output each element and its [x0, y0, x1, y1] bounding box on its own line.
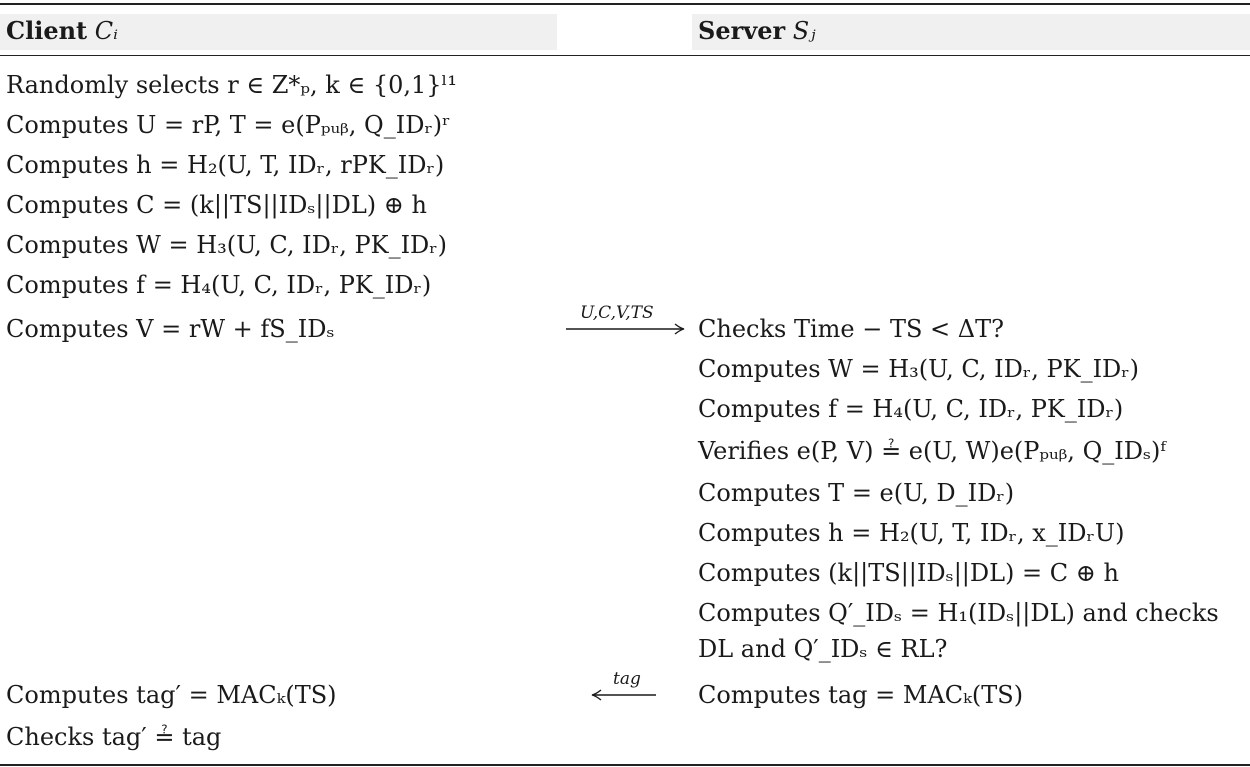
left-arrow-icon [560, 666, 690, 700]
server-column-header [698, 16, 816, 46]
server-step-8: Computes Q′_IDₛ = H₁(IDₛ||DL) and checks [698, 599, 1219, 627]
server-step-6: Computes h = H₂(U, T, IDᵣ, x_IDᵣU) [698, 519, 1125, 547]
table-top-rule [0, 3, 1250, 5]
client-header-label: Client [6, 16, 88, 45]
client-step-5: Computes W = H₃(U, C, IDᵣ, PK_IDᵣ) [6, 231, 447, 259]
client-step-9: Checks tag′ ≟ tag [6, 723, 222, 751]
message-label-to-client: tag [613, 669, 641, 689]
message-label-to-server: U,C,V,TS [580, 303, 654, 323]
server-step-5: Computes T = e(U, D_IDᵣ) [698, 479, 1015, 507]
client-step-8: Computes tag′ = MACₖ(TS) [6, 681, 337, 709]
message-arrow-to-server [560, 300, 690, 330]
client-step-6: Computes f = H₄(U, C, IDᵣ, PK_IDᵣ) [6, 271, 432, 299]
server-step-7: Computes (k||TS||IDₛ||DL) = C ⊕ h [698, 559, 1119, 587]
client-header-variable: Cᵢ [94, 17, 118, 45]
client-step-2: Computes U = rP, T = e(Pₚᵤᵦ, Q_IDᵣ)ʳ [6, 111, 451, 139]
table-bottom-rule [0, 764, 1250, 766]
message-arrow-to-client [560, 666, 690, 696]
client-step-1: Randomly selects r ∈ Z*ₚ, k ∈ {0,1}ˡ¹ [6, 71, 457, 99]
client-step-3: Computes h = H₂(U, T, IDᵣ, rPK_IDᵣ) [6, 151, 445, 179]
client-column-header [6, 16, 118, 46]
client-step-4: Computes C = (k||TS||IDₛ||DL) ⊕ h [6, 191, 427, 219]
server-step-1: Checks Time − TS < ΔT? [698, 315, 1004, 343]
right-arrow-icon [560, 300, 690, 334]
header-separator-rule [0, 55, 1250, 56]
server-header-label: Server [698, 16, 786, 45]
client-step-7: Computes V = rW + fS_IDₛ [6, 315, 335, 343]
server-step-3: Computes f = H₄(U, C, IDᵣ, PK_IDᵣ) [698, 395, 1124, 423]
server-header-variable: Sⱼ [792, 17, 816, 45]
server-step-2: Computes W = H₃(U, C, IDᵣ, PK_IDᵣ) [698, 355, 1139, 383]
server-step-9: Computes tag = MACₖ(TS) [698, 681, 1024, 709]
server-step-4: Verifies e(P, V) ≟ e(U, W)e(Pₚᵤᵦ, Q_IDₛ)ᶠ [698, 437, 1166, 465]
server-step-8-continued: DL and Q′_IDₛ ∈ RL? [698, 635, 948, 663]
